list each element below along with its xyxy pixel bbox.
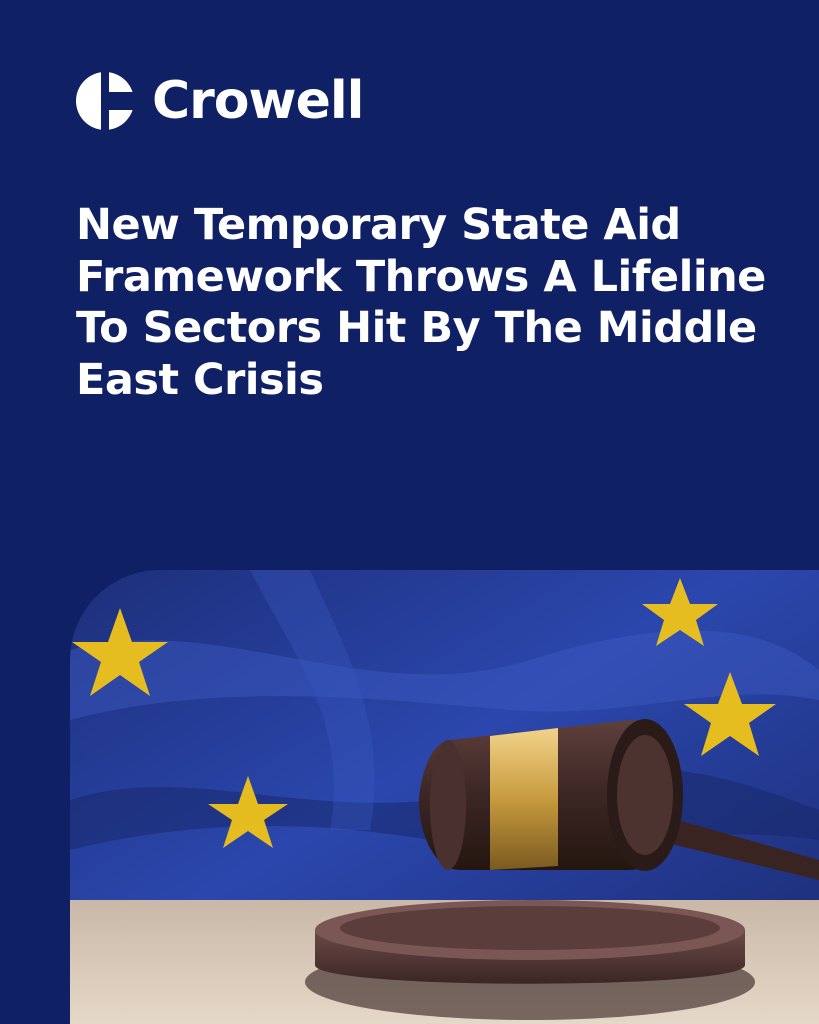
page-title: New Temporary State Aid Framework Throws A Lifeline To Sectors Hit By The Middle East Crisis [76,200,766,405]
brand-name: Crowell [152,71,364,131]
brand-header [74,70,364,132]
crowell-c-logo-icon [74,70,136,132]
gavel-eu-flag-image [70,570,819,1024]
hero-image [70,570,819,1024]
